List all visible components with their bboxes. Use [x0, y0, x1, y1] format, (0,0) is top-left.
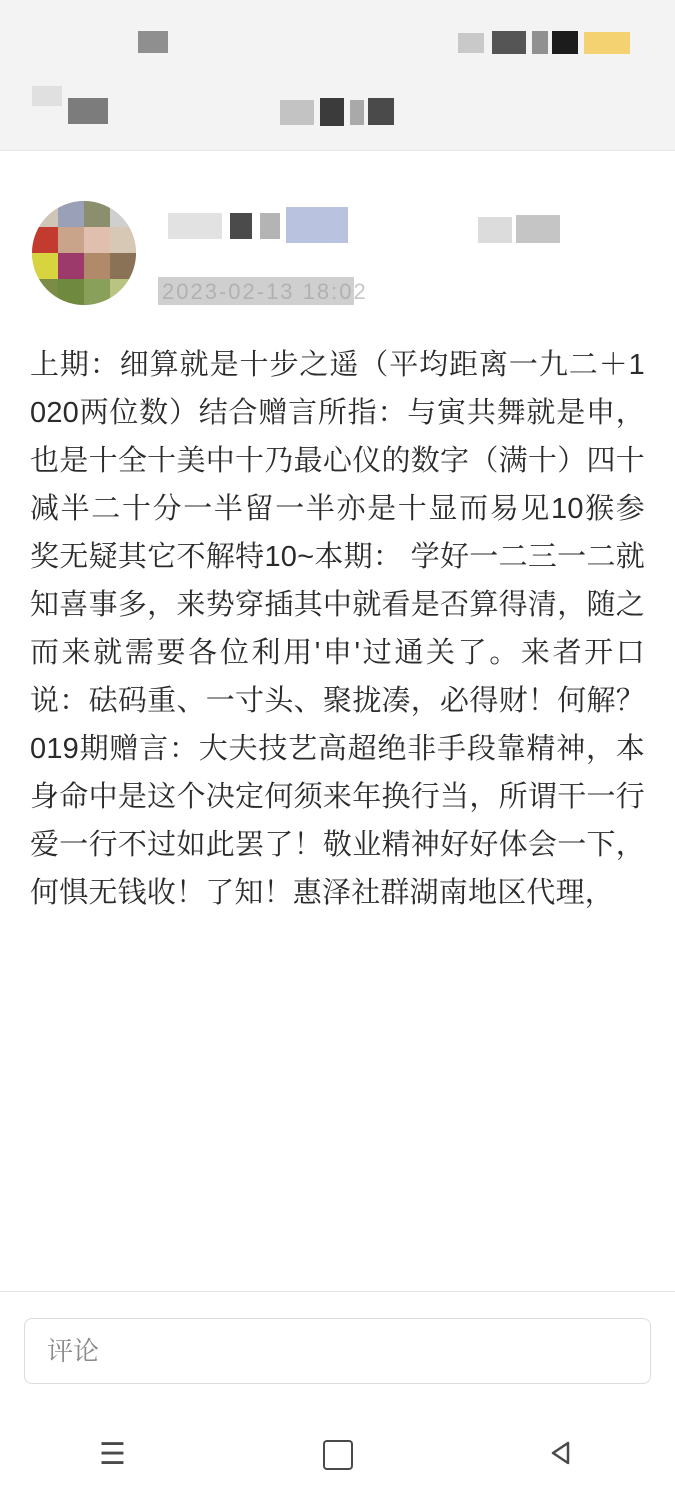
app-bar-back-icon[interactable] — [32, 86, 62, 106]
comment-bar — [0, 1291, 675, 1410]
back-icon — [548, 1438, 578, 1473]
post-header — [0, 151, 675, 341]
author-name-blur-1 — [168, 213, 222, 239]
app-bar-title-blur-3 — [350, 100, 364, 125]
notification-icon — [138, 31, 168, 53]
author-badge-blur — [286, 207, 348, 243]
follow-button-blur[interactable] — [478, 217, 512, 243]
post-content: 上期：细算就是十步之遥（平均距离一九二＋1020两位数）结合赠言所指：与寅共舞就是申，也是十全十美中十乃最心仪的数字（满十）四十减半二十分一半留一半亦是十显而易见10猴参奖无疑其它不解特10~本期： 学好一二三一二就知喜事多，来势穿插其中就看是否算得清，随之而来就需要各位利用'申'过通关了。来者开口说：砝码重、一寸头、聚拢凑，必得财！何解？019期赠言：大夫技艺高超绝非手段靠精神，本身命中是这个决定何须来年换行当，所谓干一行爱一行不过如此罢了！敬业精神好好体会一下，何惧无钱收！了知！惠泽社群湖南地区代理， — [30, 349, 645, 909]
mute-icon — [532, 31, 548, 54]
home-button[interactable] — [293, 1425, 383, 1485]
app-bar-label-blur — [68, 98, 108, 124]
menu-icon: ☰ — [99, 1438, 126, 1471]
home-icon — [323, 1440, 353, 1470]
app-bar-title-blur-4 — [368, 98, 394, 125]
more-options-blur[interactable] — [516, 215, 560, 243]
app-bar-title-blur-1 — [280, 100, 314, 125]
avatar[interactable] — [32, 201, 136, 305]
back-button[interactable] — [518, 1425, 608, 1485]
author-name-blur-2 — [230, 213, 252, 239]
app-bar — [0, 72, 675, 151]
comment-input-wrapper[interactable] — [24, 1318, 651, 1384]
system-navigation-bar — [0, 1410, 675, 1500]
post-timestamp: 2023-02-13 18:02 — [162, 279, 368, 304]
author-name-blur-3 — [260, 213, 280, 239]
status-bar — [0, 0, 675, 72]
recents-button[interactable] — [68, 1425, 158, 1485]
battery-icon — [584, 32, 630, 54]
comment-input[interactable] — [45, 1335, 630, 1368]
signal-secondary-icon — [552, 31, 578, 54]
signal-icon — [458, 33, 484, 53]
app-bar-title-blur-2 — [320, 98, 344, 126]
wifi-icon — [492, 31, 526, 54]
